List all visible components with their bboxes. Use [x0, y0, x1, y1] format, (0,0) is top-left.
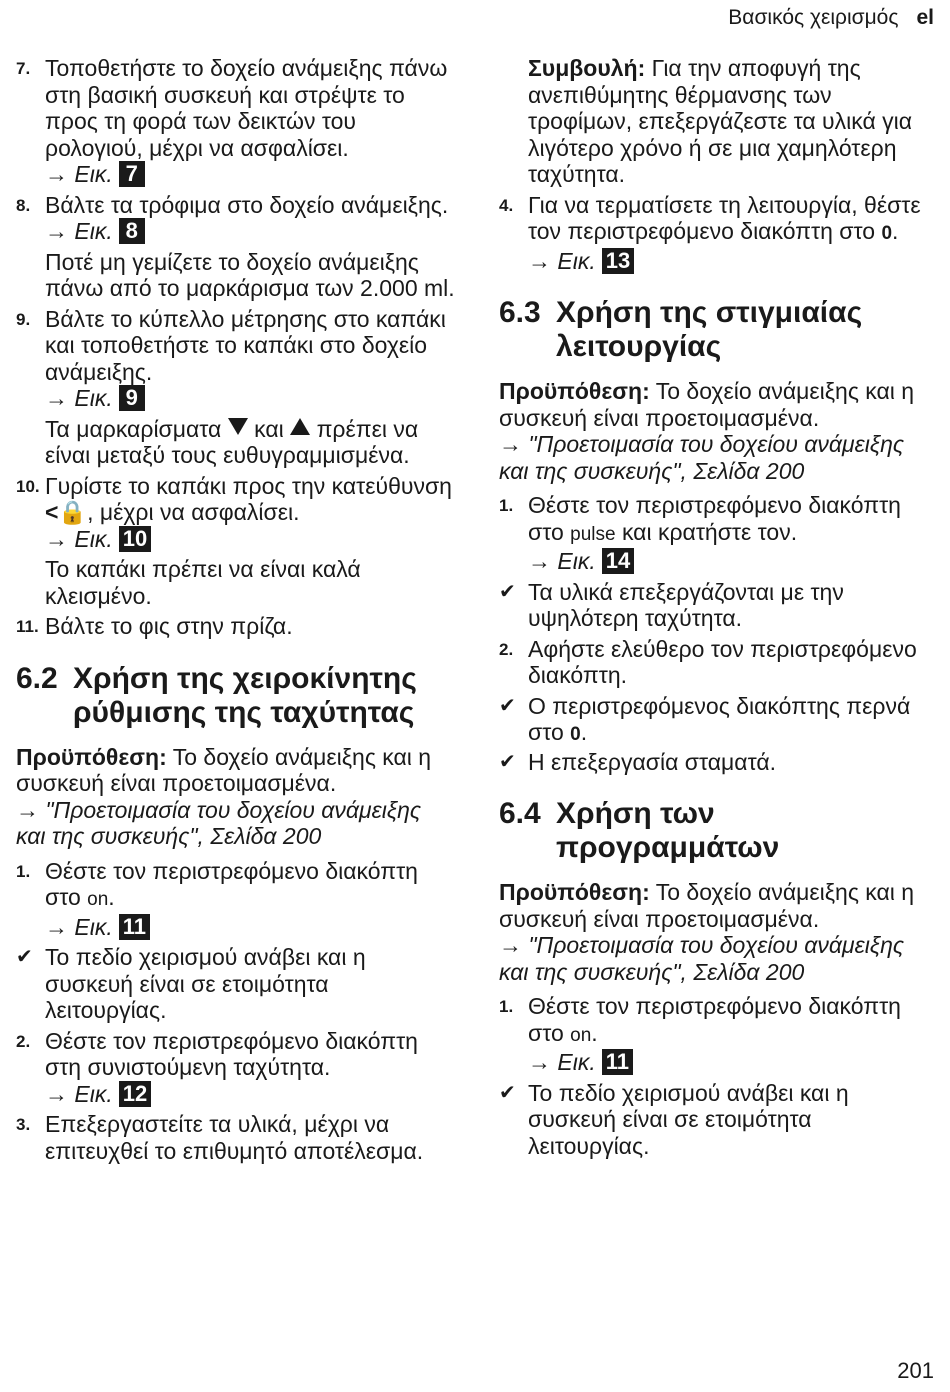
section-title: Χρήση των προγραμμάτων — [556, 797, 780, 864]
result-4 — [499, 1080, 929, 1160]
note-text: και — [254, 415, 284, 442]
step-text — [528, 492, 929, 548]
figure-badge: 11 — [602, 1049, 633, 1075]
section-number: 6.2 — [16, 661, 58, 695]
step-number: 9. — [16, 309, 31, 329]
step-number: 3. — [16, 1115, 31, 1134]
step-text: Θέστε τον περιστρεφόμενο διακόπτη στη συνιστούμενη ταχύτητα. — [45, 1027, 418, 1080]
step-note: Ποτέ μη γεμίζετε το δοχείο ανάμειξης πάνω από το μαρκάρισμα των 2.000 ml. — [45, 248, 455, 301]
figure-badge: 7 — [119, 161, 145, 187]
figure-badge: 12 — [119, 1081, 151, 1107]
triangle-down-icon — [228, 418, 248, 435]
tip-label: Συμβουλή: — [528, 55, 646, 81]
prerequisite — [16, 744, 456, 850]
step-1 — [16, 858, 456, 941]
step-2 — [16, 1028, 456, 1108]
section-number: 6.3 — [499, 296, 541, 329]
step-text: Αφήστε ελεύθερο τον περιστρεφόμενο διακόπτη. — [528, 635, 917, 688]
tip — [499, 55, 929, 188]
step-number: 4. — [499, 195, 514, 215]
step-text-part: Για να τερματίσετε τη λειτουργία, θέστε τον περιστρεφόμενο διακόπτη στο — [528, 191, 921, 244]
prerequisite-label: Προϋπόθεση: — [499, 378, 650, 404]
step-text-part: Θέστε τον περιστρεφόμενο διακόπτη στο — [45, 857, 418, 910]
step-number: 2. — [16, 1031, 31, 1051]
figure-reference[interactable] — [528, 548, 929, 575]
language-code: el — [916, 6, 934, 29]
switch-value: 0 — [570, 724, 581, 745]
step-7 — [16, 55, 456, 188]
figure-ref-label: → Εικ. — [45, 385, 113, 411]
checkmark-icon: ✔ — [499, 1081, 516, 1104]
figure-reference[interactable] — [45, 385, 456, 412]
step-9 — [16, 306, 456, 469]
step-3 — [16, 1111, 456, 1164]
step-text-part: Γυρίστε το καπάκι προς την κατεύθυνση — [45, 472, 452, 499]
prerequisite-label: Προϋπόθεση: — [499, 879, 650, 905]
step-number: 11. — [16, 617, 39, 636]
step-text-part: Θέστε τον περιστρεφόμενο διακόπτη στο — [528, 993, 901, 1046]
step-text — [528, 993, 929, 1049]
figure-reference[interactable] — [528, 1049, 929, 1076]
page-number: 201 — [897, 1358, 934, 1383]
step-number: 7. — [16, 59, 31, 78]
step-text: Βάλτε το κύπελλο μέτρησης στο καπάκι και τοποθετήστε το καπάκι στο δοχείο ανάμειξης. — [45, 305, 446, 385]
figure-reference[interactable] — [45, 218, 456, 245]
step-note: Το καπάκι πρέπει να είναι καλά κλεισμένο. — [45, 556, 361, 609]
result-2 — [499, 693, 929, 749]
checkmark-icon: ✔ — [16, 946, 33, 968]
step-number: 1. — [499, 496, 514, 515]
section-title: Χρήση της στιγμιαίας λειτουργίας — [556, 296, 863, 363]
figure-ref-label: → Εικ. — [45, 1080, 113, 1107]
step-text: Επεξεργαστείτε τα υλικά, μέχρι να επιτευχθεί το επιθυμητό αποτέλεσμα. — [45, 1111, 424, 1164]
switch-value: on — [87, 889, 109, 910]
note-text: πρέπει να είναι μεταξύ τους ευθυγραμμισμένα. — [45, 415, 419, 468]
figure-badge: 13 — [602, 248, 634, 274]
figure-ref-label: → Εικ. — [45, 913, 113, 940]
step-number: 2. — [499, 639, 514, 659]
triangle-up-icon — [290, 418, 310, 435]
prerequisite-text: Το δοχείο ανάμειξης και η συσκευή είναι προετοιμασμένα. — [16, 743, 432, 796]
right-column — [499, 55, 929, 1159]
step-text-part: . — [591, 1019, 598, 1046]
step-number: 1. — [499, 997, 514, 1016]
prerequisite-text: Το δοχείο ανάμειξης και η συσκευή είναι προετοιμασμένα. — [499, 879, 915, 932]
tip-text: Για την αποφυγή της ανεπιθύμητης θέρμανσης των τροφίμων, επεξεργάζεστε τα υλικά για λιγότερο χρόνο ή σε μια χαμηλότερη ταχύτητα. — [528, 55, 913, 187]
step-11 — [16, 613, 456, 640]
checkmark-icon: ✔ — [499, 694, 516, 717]
result-1 — [499, 579, 929, 632]
step-text — [45, 858, 456, 914]
step-8 — [16, 192, 456, 302]
page-header — [728, 6, 934, 30]
step-4 — [499, 192, 929, 275]
figure-badge: 8 — [119, 218, 145, 244]
figure-ref-label: → Εικ. — [45, 218, 113, 244]
step-text: Βάλτε τα τρόφιμα στο δοχείο ανάμειξης. — [45, 191, 449, 218]
step-text-part: . — [892, 218, 899, 244]
cross-reference-link[interactable]: → "Προετοιμασία του δοχείου ανάμειξης και της συσκευής", Σελίδα 200 — [499, 431, 905, 484]
step-text-part: . — [108, 884, 115, 910]
figure-badge: 10 — [119, 526, 151, 552]
prerequisite-label: Προϋπόθεση: — [16, 743, 167, 770]
cross-reference-link[interactable]: → "Προετοιμασία του δοχείου ανάμειξης και της συσκευής", Σελίδα 200 — [16, 796, 422, 849]
result-text: Το πεδίο χειρισμού ανάβει και η συσκευή είναι σε ετοιμότητα λειτουργίας. — [528, 1079, 849, 1159]
result-text — [528, 693, 929, 749]
step-10 — [16, 473, 456, 610]
step-2 — [499, 636, 929, 689]
figure-ref-label: → Εικ. — [45, 525, 113, 552]
prerequisite — [499, 879, 929, 985]
figure-ref-label: → Εικ. — [528, 1049, 596, 1075]
switch-value: 0 — [881, 223, 893, 244]
result-text-part: . — [580, 719, 588, 745]
figure-badge: 14 — [602, 548, 634, 574]
figure-ref-label: → Εικ. — [528, 247, 596, 274]
left-column — [16, 55, 456, 1164]
figure-badge: 9 — [119, 385, 145, 411]
prerequisite-text: Το δοχείο ανάμειξης και η συσκευή είναι προετοιμασμένα. — [499, 378, 915, 431]
step-note — [45, 416, 456, 469]
figure-ref-label: → Εικ. — [528, 548, 596, 574]
step-text-part: Θέστε τον περιστρεφόμενο διακόπτη στο — [528, 492, 901, 545]
result-text: Το πεδίο χειρισμού ανάβει και η συσκευή είναι σε ετοιμότητα λειτουργίας. — [45, 944, 366, 1023]
figure-reference[interactable] — [45, 914, 456, 941]
figure-badge: 11 — [119, 914, 150, 940]
checkmark-icon: ✔ — [499, 750, 516, 773]
step-1 — [499, 993, 929, 1076]
step-text: Βάλτε το φις στην πρίζα. — [45, 613, 293, 639]
step-text — [45, 473, 456, 526]
switch-value: on — [570, 1024, 592, 1046]
result-text: Τα υλικά επεξεργάζονται με την υψηλότερη ταχύτητα. — [528, 578, 844, 631]
lock-icon: <🔒 — [45, 499, 88, 525]
section-heading-6-3 — [499, 296, 929, 364]
step-text-part: και κρατήστε τον. — [621, 518, 798, 545]
step-text-part: , μέχρι να ασφαλίσει. — [87, 499, 300, 525]
step-1 — [499, 492, 929, 575]
section-title: Χρήση της χειροκίνητης ρύθμισης της ταχύτητας — [73, 661, 417, 729]
note-text: Τα μαρκαρίσματα — [45, 415, 222, 442]
section-heading-6-2 — [16, 662, 456, 730]
figure-ref-label: → Εικ. — [45, 161, 113, 187]
figure-reference[interactable] — [528, 248, 929, 275]
cross-reference-link[interactable]: → "Προετοιμασία του δοχείου ανάμειξης και της συσκευής", Σελίδα 200 — [499, 932, 905, 985]
figure-reference[interactable] — [45, 526, 456, 553]
step-text: Τοποθετήστε το δοχείο ανάμειξης πάνω στη βασική συσκευή και στρέψτε το προς τη φορά των δεικτών του ρολογιού, μέχρι να ασφαλίσει. — [45, 55, 448, 161]
header-title: Βασικός χειρισμός — [728, 6, 899, 29]
switch-value: pulse — [570, 523, 616, 545]
step-text — [528, 192, 929, 248]
section-heading-6-4 — [499, 797, 929, 865]
result-3 — [499, 749, 929, 776]
step-number: 10. — [16, 476, 40, 496]
result-1 — [16, 944, 456, 1024]
result-text-part: Ο περιστρεφόμενος διακόπτης περνά στο — [528, 692, 911, 745]
figure-reference[interactable] — [45, 161, 456, 188]
figure-reference[interactable] — [45, 1081, 456, 1108]
section-number: 6.4 — [499, 797, 541, 830]
checkmark-icon: ✔ — [499, 580, 516, 603]
step-number: 1. — [16, 861, 31, 881]
prerequisite — [499, 378, 929, 484]
result-text: Η επεξεργασία σταματά. — [528, 748, 777, 775]
step-number: 8. — [16, 195, 31, 215]
